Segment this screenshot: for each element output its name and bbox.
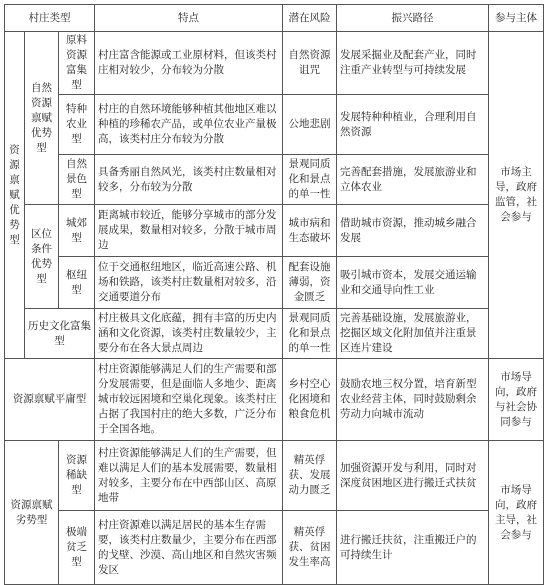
- path-cell: 发展采掘业及配套产业，同时注重产业转型与可持续发展: [337, 32, 489, 95]
- group-disadvantaged: 资源禀赋劣势型: [5, 441, 59, 585]
- group-balanced: 资源禀赋平庸型: [5, 359, 95, 441]
- header-actors: 参与主体: [489, 5, 544, 32]
- risk-cell: 公地悲剧: [283, 95, 337, 155]
- feature-cell: 村庄资源能够满足人们的生产需要和部分发展需要，但是面临人多地少、距离城市较远困境和空巢化现象。该类村庄占据了我国村庄的绝大多数，广泛分布于全国各地。: [95, 359, 283, 441]
- table-row: [5, 511, 544, 585]
- actors-balanced: 市场导向，政府与社会协同参与: [489, 359, 544, 441]
- path-cell: 吸引城市资本，发展交通运输业和交通导向性工业: [337, 257, 489, 309]
- table-row: [5, 155, 544, 205]
- risk-cell: 精英俘获、发展动力匮乏: [283, 441, 337, 511]
- feature-cell: 村庄的自然环境能够种植其他地区难以种植的珍稀农产品，或单位农业产量极高，该类村庄分布较为分散: [95, 95, 283, 155]
- risk-cell: 乡村空心化困境和粮食危机: [283, 359, 337, 441]
- subtype: 特种农业型: [59, 95, 95, 155]
- path-cell: 鼓励农地三权分置，培育新型农业经营主体，同时鼓励剩余劳动力向城市流动: [337, 359, 489, 441]
- subtype: 枢纽型: [59, 257, 95, 309]
- risk-cell: 配套设施薄弱，资金匮乏: [283, 257, 337, 309]
- feature-cell: 位于交通枢纽地区，临近高速公路、机场和铁路，该类村庄数量相对较多，沿交通要道分布: [95, 257, 283, 309]
- risk-cell: 景观同质化和景点的单一性: [283, 309, 337, 359]
- path-cell: 发展特种种植业，合理利用自然资源: [337, 95, 489, 155]
- subtype: 极端贫乏型: [59, 511, 95, 585]
- table-row: [5, 205, 544, 257]
- feature-cell: 距离城市较近，能够分享城市的部分发展成果，数量相对较多，分散于城市周边: [95, 205, 283, 257]
- table-row: [5, 32, 544, 95]
- path-cell: 加强资源开发与利用，同时对深度贫困地区进行搬迁式扶贫: [337, 441, 489, 511]
- subtype: 原料资源富集型: [59, 32, 95, 95]
- feature-cell: 村庄极具文化底蕴，拥有丰富的历史内涵和文化资源，该类村庄数量较少，主要分布在各大景点周边: [95, 309, 283, 359]
- path-cell: 完善基础设施，发展旅游业，挖掘区域文化附加值并注重景区连片建设: [337, 309, 489, 359]
- table-row: [5, 95, 544, 155]
- header-features: 特点: [95, 5, 283, 32]
- subtype: 历史文化富集型: [25, 309, 95, 359]
- actors-advantaged: 市场主导，政府监管，社会参与: [489, 32, 544, 359]
- feature-cell: 村庄富含能源或工业原材料，但该类村庄相对较少，分布较为分散: [95, 32, 283, 95]
- header-row: [5, 5, 544, 32]
- header-path: 振兴路径: [337, 5, 489, 32]
- risk-cell: 城市病和生态破坏: [283, 205, 337, 257]
- table-row: [5, 257, 544, 309]
- table-row: [5, 309, 544, 359]
- village-type-table: [4, 4, 544, 585]
- feature-cell: 村庄资源难以满足居民的基本生存需要，该类村庄数量少，主要分布在西部的戈壁、沙漠、高山地区和自然灾害频发区: [95, 511, 283, 585]
- feature-cell: 具备秀丽自然风光，该类村庄数量相对较多，分布较为分散: [95, 155, 283, 205]
- table-row: [5, 359, 544, 441]
- actors-disadvantaged: 市场导向，政府主导，社会参与: [489, 441, 544, 585]
- group-advantaged: 资源禀赋优势型: [5, 32, 25, 359]
- risk-cell: 自然资源诅咒: [283, 32, 337, 95]
- risk-cell: 精英俘获、贫困发生率高: [283, 511, 337, 585]
- header-type: 村庄类型: [5, 5, 95, 32]
- subtype: 自然景色型: [59, 155, 95, 205]
- group-natural: 自然资源禀赋优势型: [25, 32, 59, 205]
- feature-cell: 村庄资源能够满足人们的生产需要，但难以满足人们的基本发展需要，数量相对较多，主要分布在中西部山区、高原地带: [95, 441, 283, 511]
- subtype: 资源稀缺型: [59, 441, 95, 511]
- group-location: 区位条件优势型: [25, 205, 59, 309]
- header-risks: 潜在风险: [283, 5, 337, 32]
- path-cell: 借助城市资源，推动城乡融合发展: [337, 205, 489, 257]
- path-cell: 进行搬迁扶贫，注重搬迁户的可持续生计: [337, 511, 489, 585]
- risk-cell: 景观同质化和景点的单一性: [283, 155, 337, 205]
- subtype: 城郊型: [59, 205, 95, 257]
- path-cell: 完善配套措施，发展旅游业和立体农业: [337, 155, 489, 205]
- table-row: [5, 441, 544, 511]
